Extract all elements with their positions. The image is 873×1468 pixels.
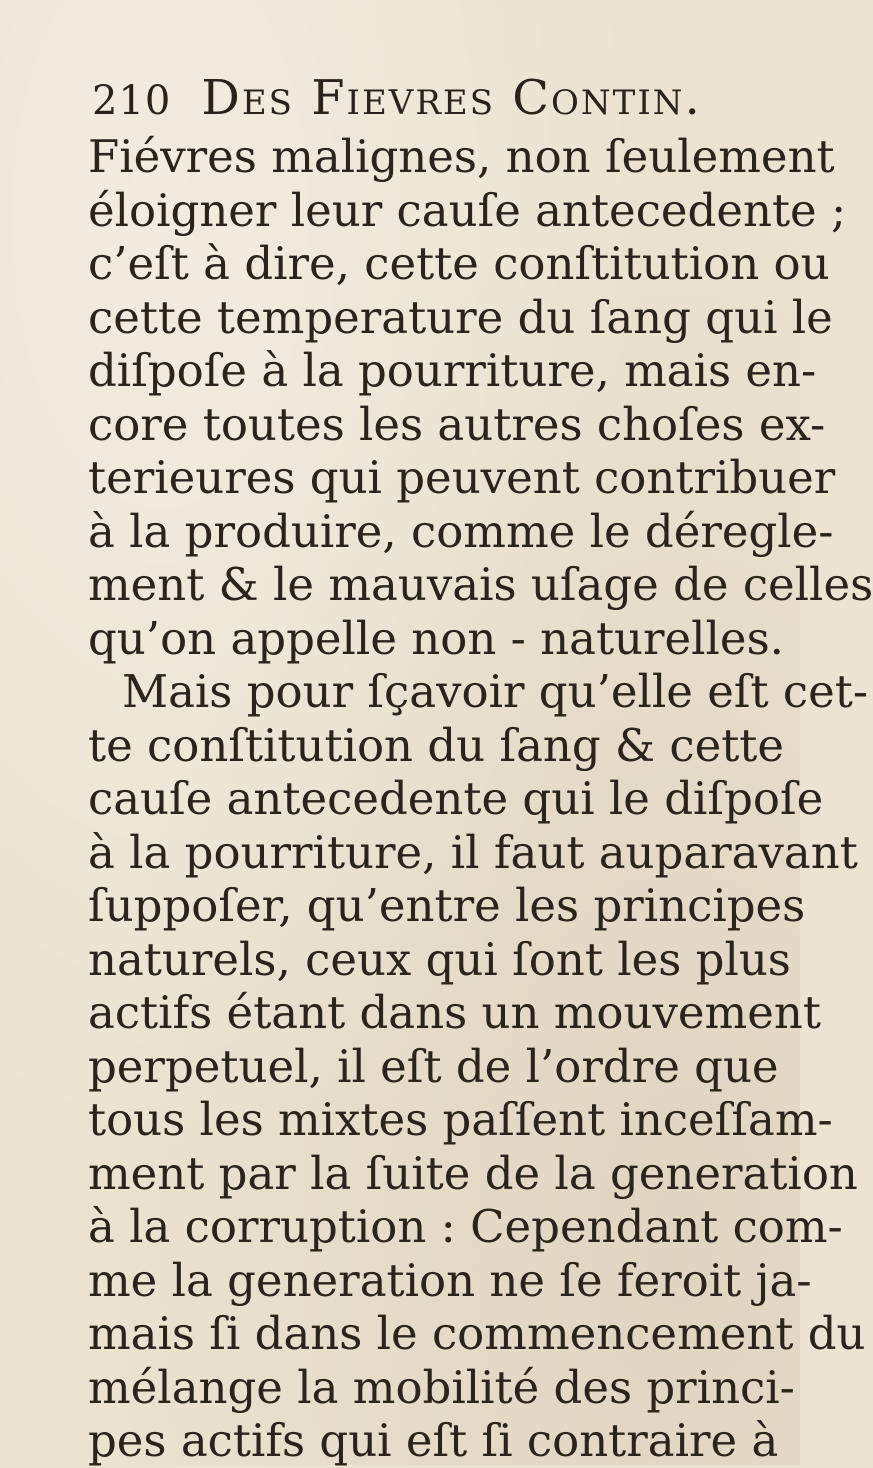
text-line: mais ſi dans le commencement du [88,1307,866,1360]
text-line: éloigner leur cauſe antecedente ; [88,183,847,237]
text-line: à la produire, comme le déregle- [88,504,834,558]
text-line: diſpoſe à la pourriture, mais en- [88,344,817,397]
page-number: 210 [92,78,172,124]
text-line: pes actifs qui eſt ſi contraire à [88,1414,779,1467]
body-text [88,130,873,1468]
text-line: ment & le mauvais uſage de celles [88,558,873,611]
text-line-paragraph-end: qu’on appelle non - naturelles. [88,611,784,665]
text-line: mélange la mobilité des princi- [88,1360,795,1414]
text-line: ment par la ſuite de la generation [88,1146,858,1200]
text-line: cauſe antecedente qui le diſpoſe [88,772,824,825]
text-line: à la corruption : Cependant com- [88,1200,843,1253]
text-line: terieures qui peuvent contribuer [88,451,836,504]
text-line: cette temperature du ſang qui le [88,290,833,344]
text-line: naturels, ceux qui ſont les plus [88,932,791,986]
text-line-paragraph-start: Mais pour ſçavoir qu’elle eſt cet- [122,665,869,718]
text-line: perpetuel, il eſt de l’ordre que [88,1039,779,1093]
text-line: actifs étant dans un mouvement [88,986,821,1039]
text-line: tous les mixtes paſſent inceſſam- [88,1093,833,1146]
text-line: ſuppoſer, qu’entre les principes [88,879,806,932]
text-line: Fiévres malignes, non ſeulement [88,130,835,183]
text-line: te conſtitution du ſang & cette [88,718,785,772]
running-title: Des Fievres Contin. [201,70,702,126]
text-line: c’eſt à dire, cette conſtitution ou [88,237,830,290]
text-line: core toutes les autres choſes ex- [88,397,826,451]
running-head [92,70,732,130]
text-line: me la generation ne ſe feroit ja- [88,1253,812,1307]
text-line: à la pourriture, il faut auparavant [88,825,858,879]
